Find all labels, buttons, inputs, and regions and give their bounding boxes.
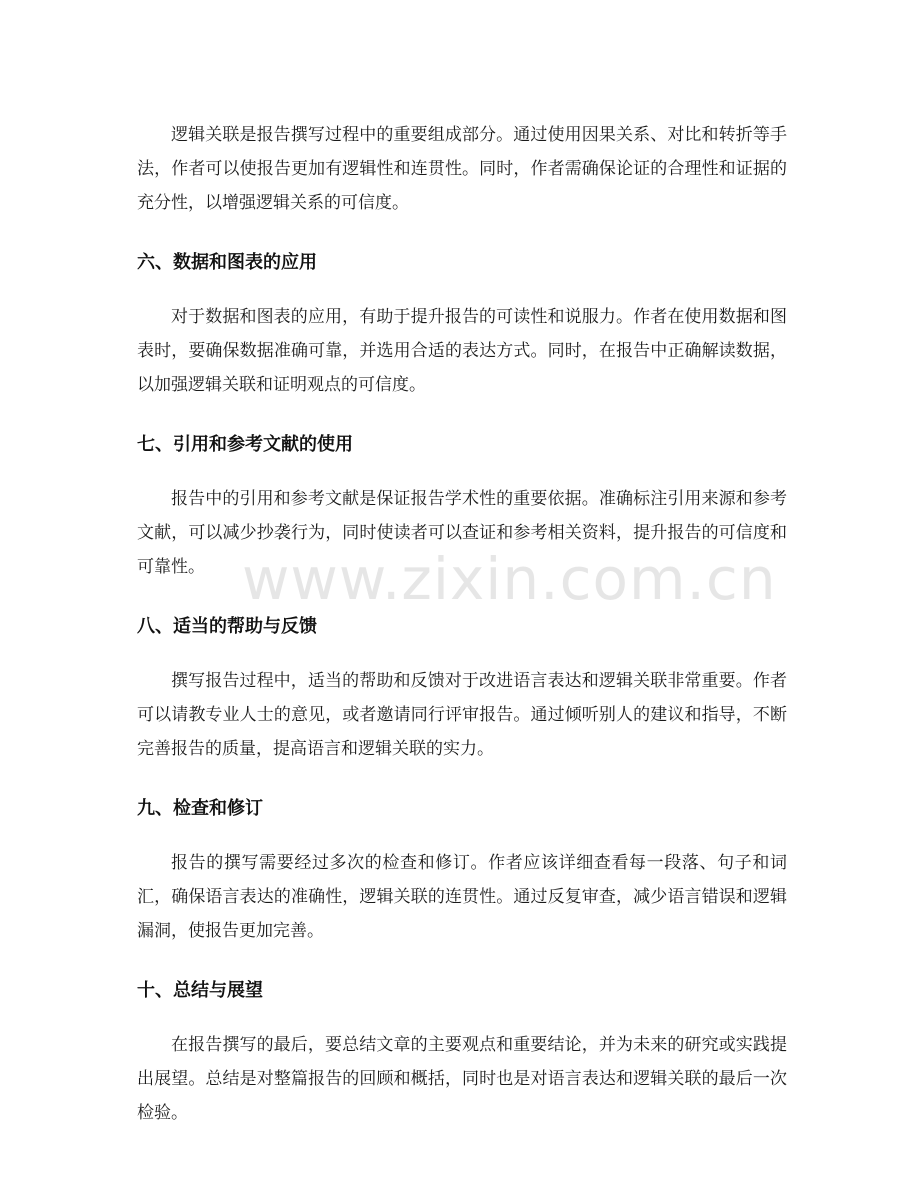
document-body [137,118,787,1130]
section-8 [137,610,787,766]
section-paragraph: 对于数据和图表的应用，有助于提升报告的可读性和说服力。作者在使用数据和图表时，要确保数据准确可靠，并选用合适的表达方式。同时，在报告中正确解读数据，以加强逻辑关联和证明观点的可信度。 [137,307,787,395]
section-paragraph: 撰写报告过程中，适当的帮助和反馈对于改进语言表达和逻辑关联非常重要。作者可以请教专业人士的意见，或者邀请同行评审报告。通过倾听别人的建议和指导，不断完善报告的质量，提高语言和逻辑关联的实力。 [137,671,787,759]
section-9 [137,792,787,948]
section-heading: 九、检查和修订 [137,798,263,819]
section-heading: 六、数据和图表的应用 [137,252,317,273]
section-heading: 十、总结与展望 [137,980,263,1001]
section-paragraph: 在报告撰写的最后，要总结文章的主要观点和重要结论，并为未来的研究或实践提出展望。总结是对整篇报告的回顾和概括，同时也是对语言表达和逻辑关联的最后一次检验。 [137,1035,787,1123]
section-heading: 七、引用和参考文献的使用 [137,434,353,455]
section-6 [137,246,787,402]
intro-paragraph: 逻辑关联是报告撰写过程中的重要组成部分。通过使用因果关系、对比和转折等手法，作者可以使报告更加有逻辑性和连贯性。同时，作者需确保论证的合理性和证据的充分性，以增强逻辑关系的可信度。 [137,125,787,213]
watermark: www.zixin.com.cn [242,545,777,613]
section-10 [137,974,787,1130]
section-paragraph: 报告中的引用和参考文献是保证报告学术性的重要依据。准确标注引用来源和参考文献，可以减少抄袭行为，同时使读者可以查证和参考相关资料，提升报告的可信度和可靠性。 [137,489,787,577]
section-paragraph: 报告的撰写需要经过多次的检查和修订。作者应该详细查看每一段落、句子和词汇，确保语言表达的准确性，逻辑关联的连贯性。通过反复审查，减少语言错误和逻辑漏洞，使报告更加完善。 [137,853,787,941]
section-7 [137,428,787,584]
section-heading: 八、适当的帮助与反馈 [137,616,317,637]
